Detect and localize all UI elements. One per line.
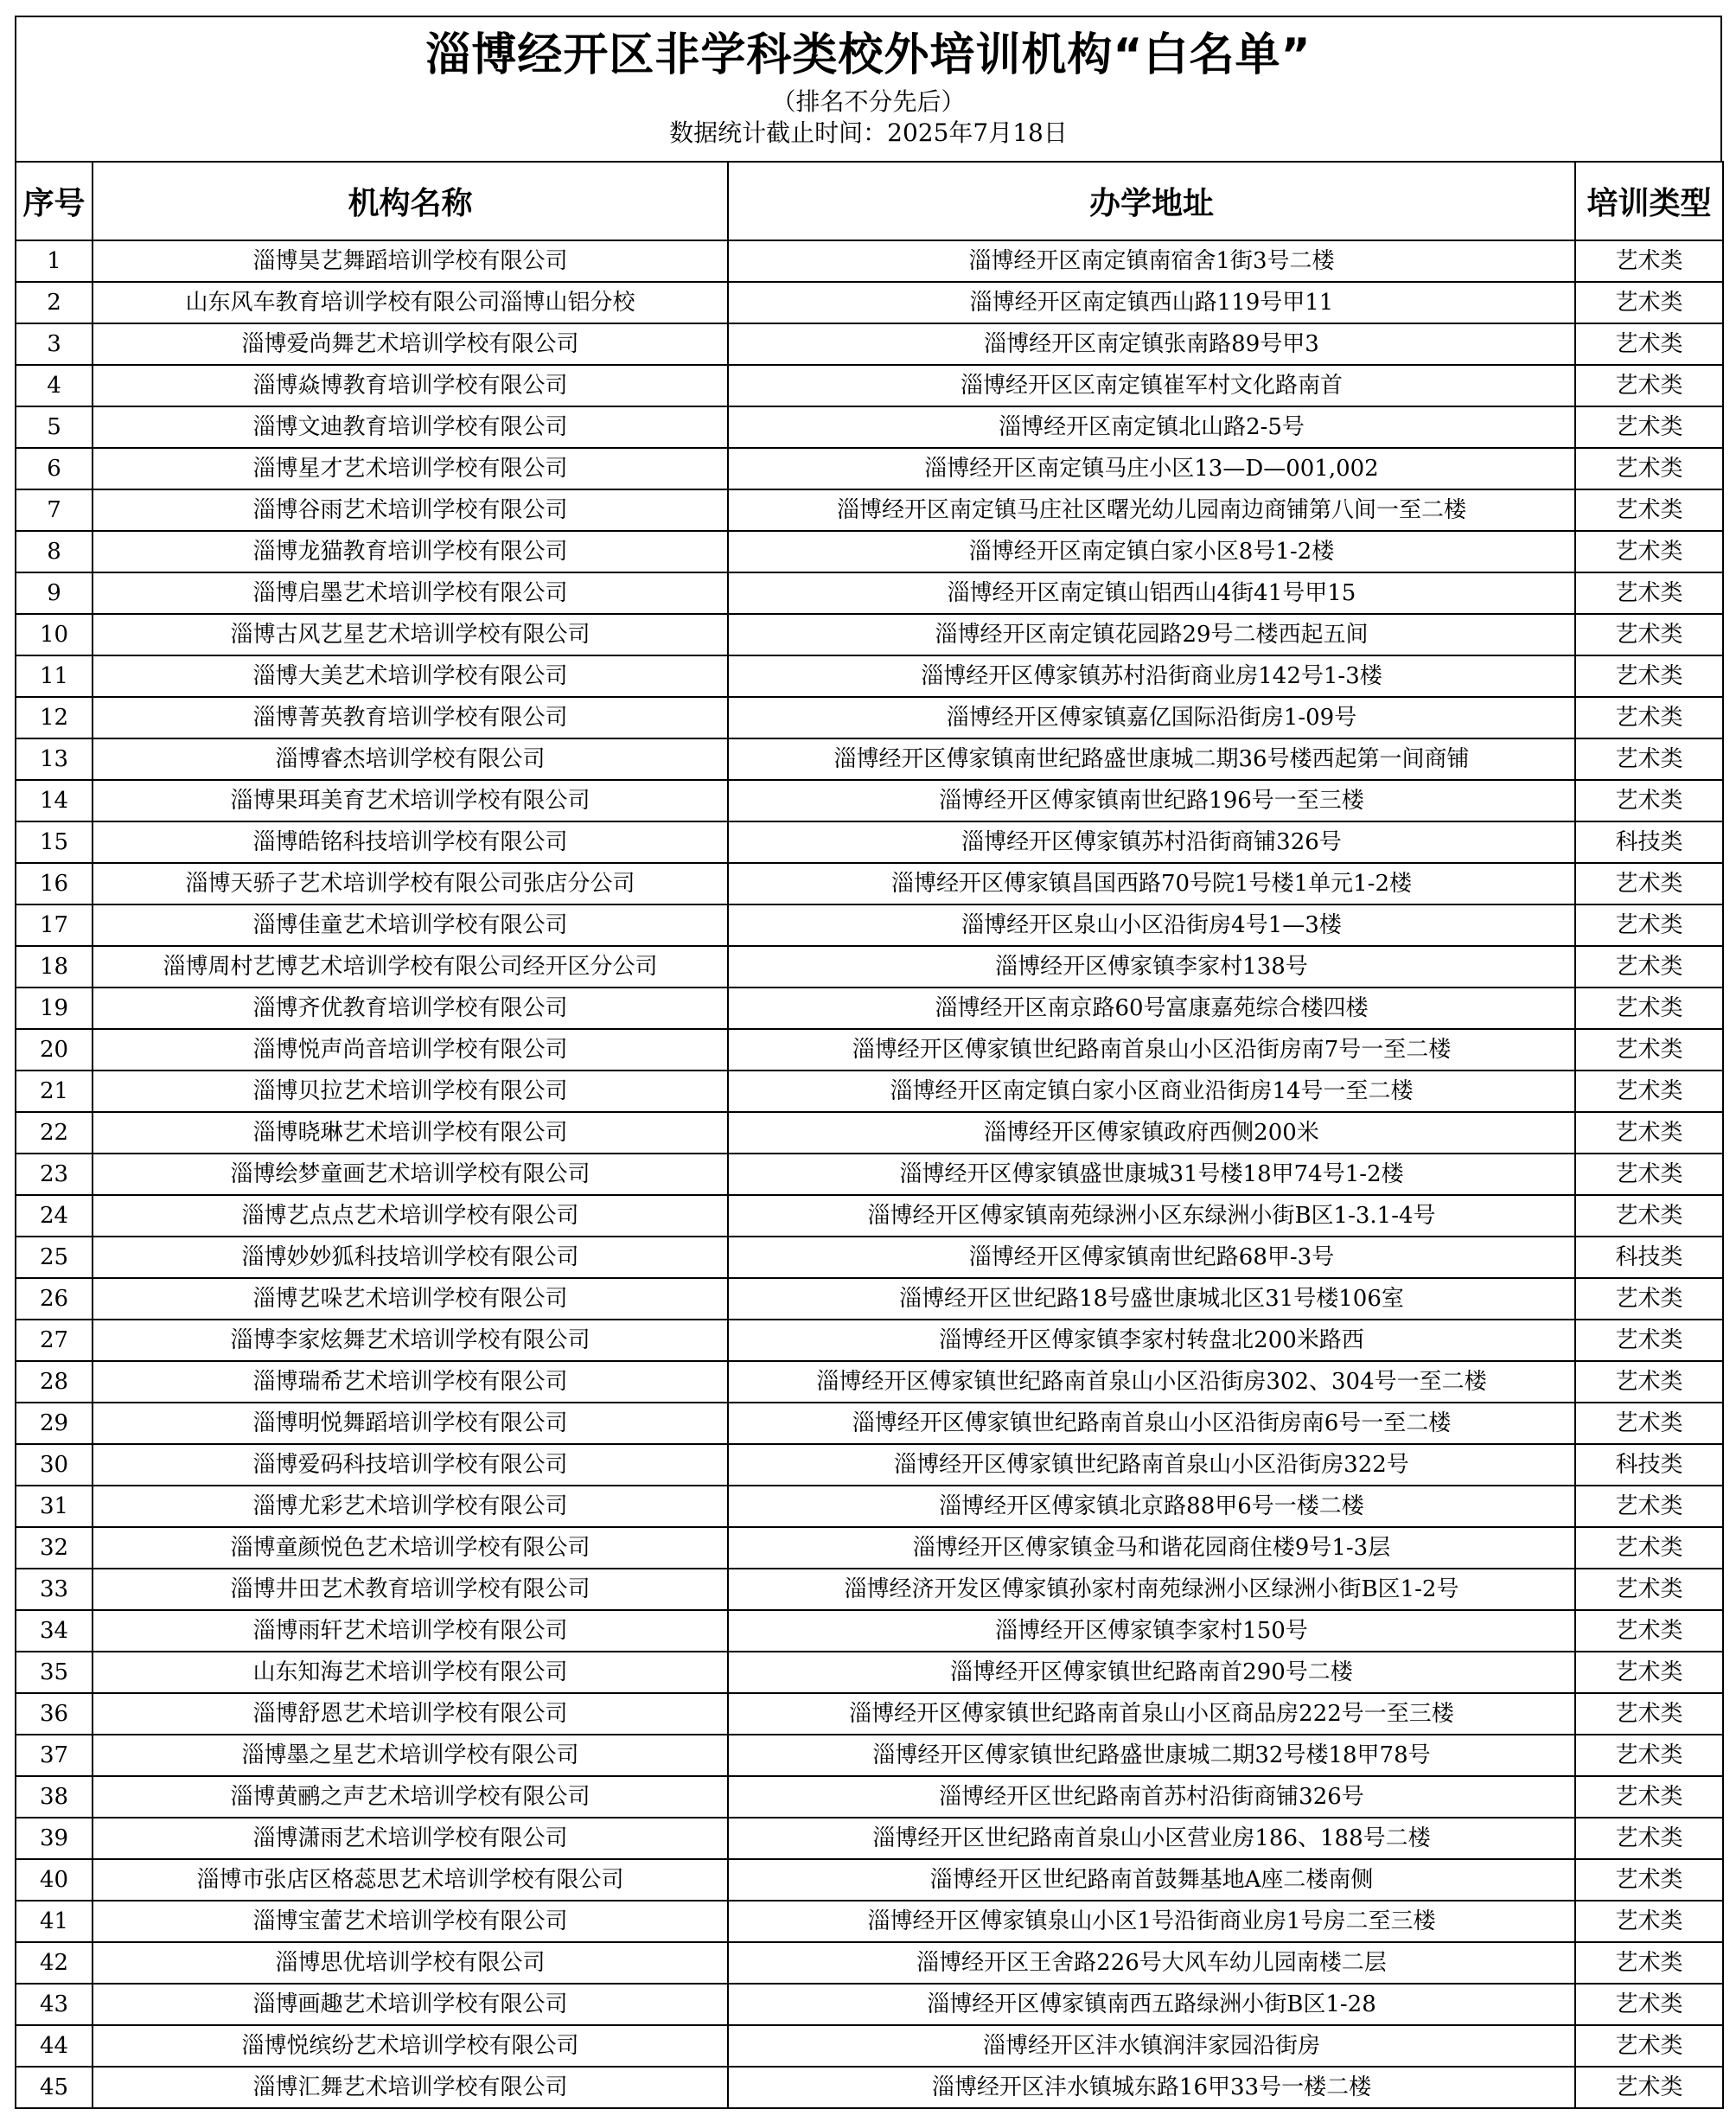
cell-index: 8 <box>16 531 93 572</box>
cell-address: 淄博经开区泉山小区沿街房4号1—3楼 <box>728 904 1575 946</box>
cell-org-name: 淄博果珥美育艺术培训学校有限公司 <box>93 780 728 821</box>
stat-date: 数据统计截止时间：2025年7月18日 <box>669 118 1068 147</box>
cell-address: 淄博经开区世纪路南首泉山小区营业房186、188号二楼 <box>728 1818 1575 1859</box>
table-row <box>16 1361 1723 1403</box>
cell-org-name: 淄博龙猫教育培训学校有限公司 <box>93 531 728 572</box>
cell-org-name: 淄博明悦舞蹈培训学校有限公司 <box>93 1403 728 1444</box>
cell-index: 5 <box>16 406 93 448</box>
cell-address: 淄博经开区王舍路226号大风车幼儿园南楼二层 <box>728 1942 1575 1984</box>
cell-index: 2 <box>16 282 93 323</box>
cell-training-type: 艺术类 <box>1575 1527 1723 1569</box>
cell-org-name: 淄博李家炫舞艺术培训学校有限公司 <box>93 1320 728 1361</box>
subtitle: （排名不分先后） <box>771 87 966 116</box>
cell-org-name: 淄博佳童艺术培训学校有限公司 <box>93 904 728 946</box>
cell-training-type: 艺术类 <box>1575 1029 1723 1071</box>
cell-index: 26 <box>16 1278 93 1320</box>
table-row <box>16 489 1723 531</box>
cell-training-type: 艺术类 <box>1575 614 1723 655</box>
cell-address: 淄博经开区沣水镇润沣家园沿街房 <box>728 2025 1575 2067</box>
cell-org-name: 淄博天骄子艺术培训学校有限公司张店分公司 <box>93 863 728 904</box>
cell-org-name: 淄博菁英教育培训学校有限公司 <box>93 697 728 738</box>
cell-address: 淄博经开区傅家镇苏村沿街商铺326号 <box>728 821 1575 863</box>
cell-index: 40 <box>16 1859 93 1901</box>
cell-address: 淄博经开区傅家镇南世纪路196号一至三楼 <box>728 780 1575 821</box>
cell-index: 23 <box>16 1154 93 1195</box>
cell-training-type: 科技类 <box>1575 1237 1723 1278</box>
cell-training-type: 艺术类 <box>1575 1320 1723 1361</box>
cell-org-name: 淄博汇舞艺术培训学校有限公司 <box>93 2067 728 2108</box>
table-row <box>16 1859 1723 1901</box>
column-header-index: 序号 <box>16 162 93 240</box>
cell-index: 7 <box>16 489 93 531</box>
cell-training-type: 艺术类 <box>1575 655 1723 697</box>
cell-training-type: 艺术类 <box>1575 448 1723 489</box>
cell-address: 淄博经开区南京路60号富康嘉苑综合楼四楼 <box>728 987 1575 1029</box>
table-row <box>16 1320 1723 1361</box>
cell-index: 42 <box>16 1942 93 1984</box>
cell-index: 3 <box>16 323 93 365</box>
cell-index: 22 <box>16 1112 93 1154</box>
table-row <box>16 1901 1723 1942</box>
cell-org-name: 淄博周村艺博艺术培训学校有限公司经开区分公司 <box>93 946 728 987</box>
cell-index: 25 <box>16 1237 93 1278</box>
cell-index: 16 <box>16 863 93 904</box>
table-row <box>16 1486 1723 1527</box>
cell-address: 淄博经开区南定镇马庄社区曙光幼儿园南边商铺第八间一至二楼 <box>728 489 1575 531</box>
cell-training-type: 艺术类 <box>1575 2025 1723 2067</box>
table-row <box>16 821 1723 863</box>
cell-index: 30 <box>16 1444 93 1486</box>
cell-address: 淄博经开区傅家镇盛世康城31号楼18甲74号1-2楼 <box>728 1154 1575 1195</box>
cell-index: 32 <box>16 1527 93 1569</box>
cell-address: 淄博经开区南定镇张南路89号甲3 <box>728 323 1575 365</box>
cell-index: 35 <box>16 1652 93 1693</box>
cell-org-name: 淄博焱博教育培训学校有限公司 <box>93 365 728 406</box>
cell-training-type: 艺术类 <box>1575 697 1723 738</box>
cell-index: 18 <box>16 946 93 987</box>
cell-org-name: 淄博谷雨艺术培训学校有限公司 <box>93 489 728 531</box>
cell-address: 淄博经开区傅家镇南世纪路盛世康城二期36号楼西起第一间商铺 <box>728 738 1575 780</box>
cell-org-name: 淄博艺点点艺术培训学校有限公司 <box>93 1195 728 1237</box>
cell-address: 淄博经开区傅家镇世纪路盛世康城二期32号楼18甲78号 <box>728 1735 1575 1776</box>
cell-training-type: 艺术类 <box>1575 987 1723 1029</box>
table-row <box>16 1942 1723 1984</box>
cell-training-type: 艺术类 <box>1575 1112 1723 1154</box>
table-row <box>16 572 1723 614</box>
cell-index: 12 <box>16 697 93 738</box>
table-row <box>16 1403 1723 1444</box>
cell-training-type: 艺术类 <box>1575 2067 1723 2108</box>
cell-training-type: 艺术类 <box>1575 1154 1723 1195</box>
cell-address: 淄博经开区傅家镇苏村沿街商业房142号1-3楼 <box>728 655 1575 697</box>
cell-training-type: 艺术类 <box>1575 946 1723 987</box>
cell-index: 29 <box>16 1403 93 1444</box>
table-row <box>16 1984 1723 2025</box>
column-header-name: 机构名称 <box>93 162 728 240</box>
cell-address: 淄博经开区傅家镇世纪路南首泉山小区沿街房南7号一至二楼 <box>728 1029 1575 1071</box>
table-row <box>16 2067 1723 2108</box>
cell-address: 淄博经开区南定镇山铝西山4街41号甲15 <box>728 572 1575 614</box>
table-row <box>16 1154 1723 1195</box>
cell-index: 43 <box>16 1984 93 2025</box>
table-row <box>16 240 1723 282</box>
cell-training-type: 艺术类 <box>1575 572 1723 614</box>
cell-index: 41 <box>16 1901 93 1942</box>
cell-training-type: 艺术类 <box>1575 1486 1723 1527</box>
cell-index: 38 <box>16 1776 93 1818</box>
cell-address: 淄博经开区南定镇马庄小区13—D—001,002 <box>728 448 1575 489</box>
column-header-address: 办学地址 <box>728 162 1575 240</box>
cell-org-name: 淄博舒恩艺术培训学校有限公司 <box>93 1693 728 1735</box>
cell-training-type: 艺术类 <box>1575 1652 1723 1693</box>
cell-org-name: 淄博大美艺术培训学校有限公司 <box>93 655 728 697</box>
table-row <box>16 1071 1723 1112</box>
cell-org-name: 淄博爱码科技培训学校有限公司 <box>93 1444 728 1486</box>
cell-training-type: 艺术类 <box>1575 1735 1723 1776</box>
cell-address: 淄博经开区南定镇花园路29号二楼西起五间 <box>728 614 1575 655</box>
cell-index: 33 <box>16 1569 93 1610</box>
column-header-type: 培训类型 <box>1575 162 1723 240</box>
cell-training-type: 科技类 <box>1575 821 1723 863</box>
table-body <box>16 240 1723 2108</box>
cell-training-type: 艺术类 <box>1575 282 1723 323</box>
table-row <box>16 365 1723 406</box>
table-row <box>16 1569 1723 1610</box>
cell-training-type: 艺术类 <box>1575 323 1723 365</box>
cell-address: 淄博经开区区南定镇崔军村文化路南首 <box>728 365 1575 406</box>
cell-org-name: 淄博启墨艺术培训学校有限公司 <box>93 572 728 614</box>
cell-training-type: 艺术类 <box>1575 406 1723 448</box>
cell-org-name: 淄博古风艺星艺术培训学校有限公司 <box>93 614 728 655</box>
cell-org-name: 淄博画趣艺术培训学校有限公司 <box>93 1984 728 2025</box>
cell-index: 9 <box>16 572 93 614</box>
cell-org-name: 淄博绘梦童画艺术培训学校有限公司 <box>93 1154 728 1195</box>
cell-index: 13 <box>16 738 93 780</box>
cell-address: 淄博经开区傅家镇北京路88甲6号一楼二楼 <box>728 1486 1575 1527</box>
cell-address: 淄博经开区南定镇白家小区商业沿街房14号一至二楼 <box>728 1071 1575 1112</box>
cell-org-name: 淄博悦声尚音培训学校有限公司 <box>93 1029 728 1071</box>
cell-index: 21 <box>16 1071 93 1112</box>
page-title: 淄博经开区非学科类校外培训机构“白名单” <box>425 29 1312 81</box>
table-row <box>16 1652 1723 1693</box>
cell-training-type: 科技类 <box>1575 1444 1723 1486</box>
cell-org-name: 山东风车教育培训学校有限公司淄博山铝分校 <box>93 282 728 323</box>
table-row <box>16 282 1723 323</box>
cell-address: 淄博经开区傅家镇李家村转盘北200米路西 <box>728 1320 1575 1361</box>
table-row <box>16 406 1723 448</box>
table-row <box>16 1776 1723 1818</box>
cell-address: 淄博经开区傅家镇金马和谐花园商住楼9号1-3层 <box>728 1527 1575 1569</box>
cell-address: 淄博经开区傅家镇南西五路绿洲小街B区1-28 <box>728 1984 1575 2025</box>
cell-address: 淄博经开区傅家镇世纪路南首泉山小区沿街房南6号一至二楼 <box>728 1403 1575 1444</box>
cell-training-type: 艺术类 <box>1575 240 1723 282</box>
cell-training-type: 艺术类 <box>1575 780 1723 821</box>
cell-training-type: 艺术类 <box>1575 1610 1723 1652</box>
cell-training-type: 艺术类 <box>1575 1278 1723 1320</box>
cell-index: 20 <box>16 1029 93 1071</box>
cell-index: 44 <box>16 2025 93 2067</box>
cell-index: 39 <box>16 1818 93 1859</box>
cell-org-name: 淄博雨轩艺术培训学校有限公司 <box>93 1610 728 1652</box>
table-row <box>16 904 1723 946</box>
table-row <box>16 1527 1723 1569</box>
cell-index: 45 <box>16 2067 93 2108</box>
table-row <box>16 946 1723 987</box>
cell-org-name: 淄博文迪教育培训学校有限公司 <box>93 406 728 448</box>
cell-org-name: 淄博昊艺舞蹈培训学校有限公司 <box>93 240 728 282</box>
cell-index: 19 <box>16 987 93 1029</box>
cell-org-name: 淄博艺哚艺术培训学校有限公司 <box>93 1278 728 1320</box>
cell-training-type: 艺术类 <box>1575 1901 1723 1942</box>
cell-address: 淄博经开区南定镇西山路119号甲11 <box>728 282 1575 323</box>
cell-address: 淄博经开区傅家镇南苑绿洲小区东绿洲小街B区1-3.1-4号 <box>728 1195 1575 1237</box>
cell-address: 淄博经开区傅家镇李家村150号 <box>728 1610 1575 1652</box>
cell-address: 淄博经开区世纪路南首鼓舞基地A座二楼南侧 <box>728 1859 1575 1901</box>
cell-index: 28 <box>16 1361 93 1403</box>
table-row <box>16 987 1723 1029</box>
cell-index: 10 <box>16 614 93 655</box>
table-row <box>16 1195 1723 1237</box>
table-row <box>16 1278 1723 1320</box>
cell-training-type: 艺术类 <box>1575 1984 1723 2025</box>
cell-address: 淄博经开区傅家镇世纪路南首泉山小区商品房222号一至三楼 <box>728 1693 1575 1735</box>
cell-training-type: 艺术类 <box>1575 1361 1723 1403</box>
table-row <box>16 1112 1723 1154</box>
cell-address: 淄博经济开发区傅家镇孙家村南苑绿洲小区绿洲小街B区1-2号 <box>728 1569 1575 1610</box>
cell-address: 淄博经开区沣水镇城东路16甲33号一楼二楼 <box>728 2067 1575 2108</box>
cell-org-name: 淄博潇雨艺术培训学校有限公司 <box>93 1818 728 1859</box>
cell-index: 6 <box>16 448 93 489</box>
cell-org-name: 淄博悦缤纷艺术培训学校有限公司 <box>93 2025 728 2067</box>
cell-training-type: 艺术类 <box>1575 531 1723 572</box>
cell-training-type: 艺术类 <box>1575 1569 1723 1610</box>
cell-training-type: 艺术类 <box>1575 1942 1723 1984</box>
cell-index: 14 <box>16 780 93 821</box>
cell-address: 淄博经开区傅家镇昌国西路70号院1号楼1单元1-2楼 <box>728 863 1575 904</box>
cell-address: 淄博经开区傅家镇李家村138号 <box>728 946 1575 987</box>
table-row <box>16 323 1723 365</box>
cell-address: 淄博经开区傅家镇政府西侧200米 <box>728 1112 1575 1154</box>
cell-training-type: 艺术类 <box>1575 1693 1723 1735</box>
table-header-row <box>16 162 1723 240</box>
cell-index: 24 <box>16 1195 93 1237</box>
table-row <box>16 697 1723 738</box>
cell-address: 淄博经开区世纪路南首苏村沿街商铺326号 <box>728 1776 1575 1818</box>
cell-address: 淄博经开区傅家镇世纪路南首泉山小区沿街房302、304号一至二楼 <box>728 1361 1575 1403</box>
cell-index: 37 <box>16 1735 93 1776</box>
cell-training-type: 艺术类 <box>1575 904 1723 946</box>
cell-address: 淄博经开区南定镇北山路2-5号 <box>728 406 1575 448</box>
table-row <box>16 1610 1723 1652</box>
cell-org-name: 淄博爱尚舞艺术培训学校有限公司 <box>93 323 728 365</box>
cell-training-type: 艺术类 <box>1575 489 1723 531</box>
cell-org-name: 山东知海艺术培训学校有限公司 <box>93 1652 728 1693</box>
cell-index: 1 <box>16 240 93 282</box>
cell-org-name: 淄博睿杰培训学校有限公司 <box>93 738 728 780</box>
table-row <box>16 1029 1723 1071</box>
table-row <box>16 1237 1723 1278</box>
document-header <box>15 16 1722 161</box>
cell-training-type: 艺术类 <box>1575 365 1723 406</box>
cell-org-name: 淄博思优培训学校有限公司 <box>93 1942 728 1984</box>
cell-training-type: 艺术类 <box>1575 1859 1723 1901</box>
cell-org-name: 淄博贝拉艺术培训学校有限公司 <box>93 1071 728 1112</box>
cell-index: 31 <box>16 1486 93 1527</box>
table-row <box>16 1818 1723 1859</box>
cell-org-name: 淄博墨之星艺术培训学校有限公司 <box>93 1735 728 1776</box>
cell-index: 17 <box>16 904 93 946</box>
table-row <box>16 614 1723 655</box>
table-row <box>16 780 1723 821</box>
cell-address: 淄博经开区世纪路18号盛世康城北区31号楼106室 <box>728 1278 1575 1320</box>
cell-index: 34 <box>16 1610 93 1652</box>
cell-training-type: 艺术类 <box>1575 863 1723 904</box>
cell-org-name: 淄博皓铭科技培训学校有限公司 <box>93 821 728 863</box>
document <box>15 16 1722 2109</box>
cell-training-type: 艺术类 <box>1575 1195 1723 1237</box>
cell-address: 淄博经开区南定镇南宿舍1街3号二楼 <box>728 240 1575 282</box>
cell-training-type: 艺术类 <box>1575 1071 1723 1112</box>
table-row <box>16 655 1723 697</box>
cell-address: 淄博经开区傅家镇世纪路南首290号二楼 <box>728 1652 1575 1693</box>
whitelist-table <box>15 161 1724 2109</box>
table-row <box>16 1735 1723 1776</box>
cell-org-name: 淄博齐优教育培训学校有限公司 <box>93 987 728 1029</box>
cell-org-name: 淄博晓琳艺术培训学校有限公司 <box>93 1112 728 1154</box>
cell-address: 淄博经开区南定镇白家小区8号1-2楼 <box>728 531 1575 572</box>
cell-index: 15 <box>16 821 93 863</box>
cell-org-name: 淄博星才艺术培训学校有限公司 <box>93 448 728 489</box>
table-row <box>16 2025 1723 2067</box>
table-row <box>16 448 1723 489</box>
cell-index: 27 <box>16 1320 93 1361</box>
cell-training-type: 艺术类 <box>1575 1818 1723 1859</box>
cell-org-name: 淄博瑞希艺术培训学校有限公司 <box>93 1361 728 1403</box>
cell-org-name: 淄博宝蕾艺术培训学校有限公司 <box>93 1901 728 1942</box>
cell-org-name: 淄博尤彩艺术培训学校有限公司 <box>93 1486 728 1527</box>
cell-org-name: 淄博市张店区格蕊思艺术培训学校有限公司 <box>93 1859 728 1901</box>
cell-training-type: 艺术类 <box>1575 1403 1723 1444</box>
cell-training-type: 艺术类 <box>1575 738 1723 780</box>
table-row <box>16 531 1723 572</box>
cell-address: 淄博经开区傅家镇世纪路南首泉山小区沿街房322号 <box>728 1444 1575 1486</box>
table-row <box>16 1693 1723 1735</box>
table-row <box>16 1444 1723 1486</box>
cell-address: 淄博经开区傅家镇南世纪路68甲-3号 <box>728 1237 1575 1278</box>
table-row <box>16 738 1723 780</box>
cell-address: 淄博经开区傅家镇泉山小区1号沿街商业房1号房二至三楼 <box>728 1901 1575 1942</box>
table-row <box>16 863 1723 904</box>
cell-index: 11 <box>16 655 93 697</box>
cell-org-name: 淄博妙妙狐科技培训学校有限公司 <box>93 1237 728 1278</box>
cell-org-name: 淄博井田艺术教育培训学校有限公司 <box>93 1569 728 1610</box>
cell-org-name: 淄博黄鹂之声艺术培训学校有限公司 <box>93 1776 728 1818</box>
cell-address: 淄博经开区傅家镇嘉亿国际沿街房1-09号 <box>728 697 1575 738</box>
cell-index: 36 <box>16 1693 93 1735</box>
cell-index: 4 <box>16 365 93 406</box>
cell-org-name: 淄博童颜悦色艺术培训学校有限公司 <box>93 1527 728 1569</box>
cell-training-type: 艺术类 <box>1575 1776 1723 1818</box>
